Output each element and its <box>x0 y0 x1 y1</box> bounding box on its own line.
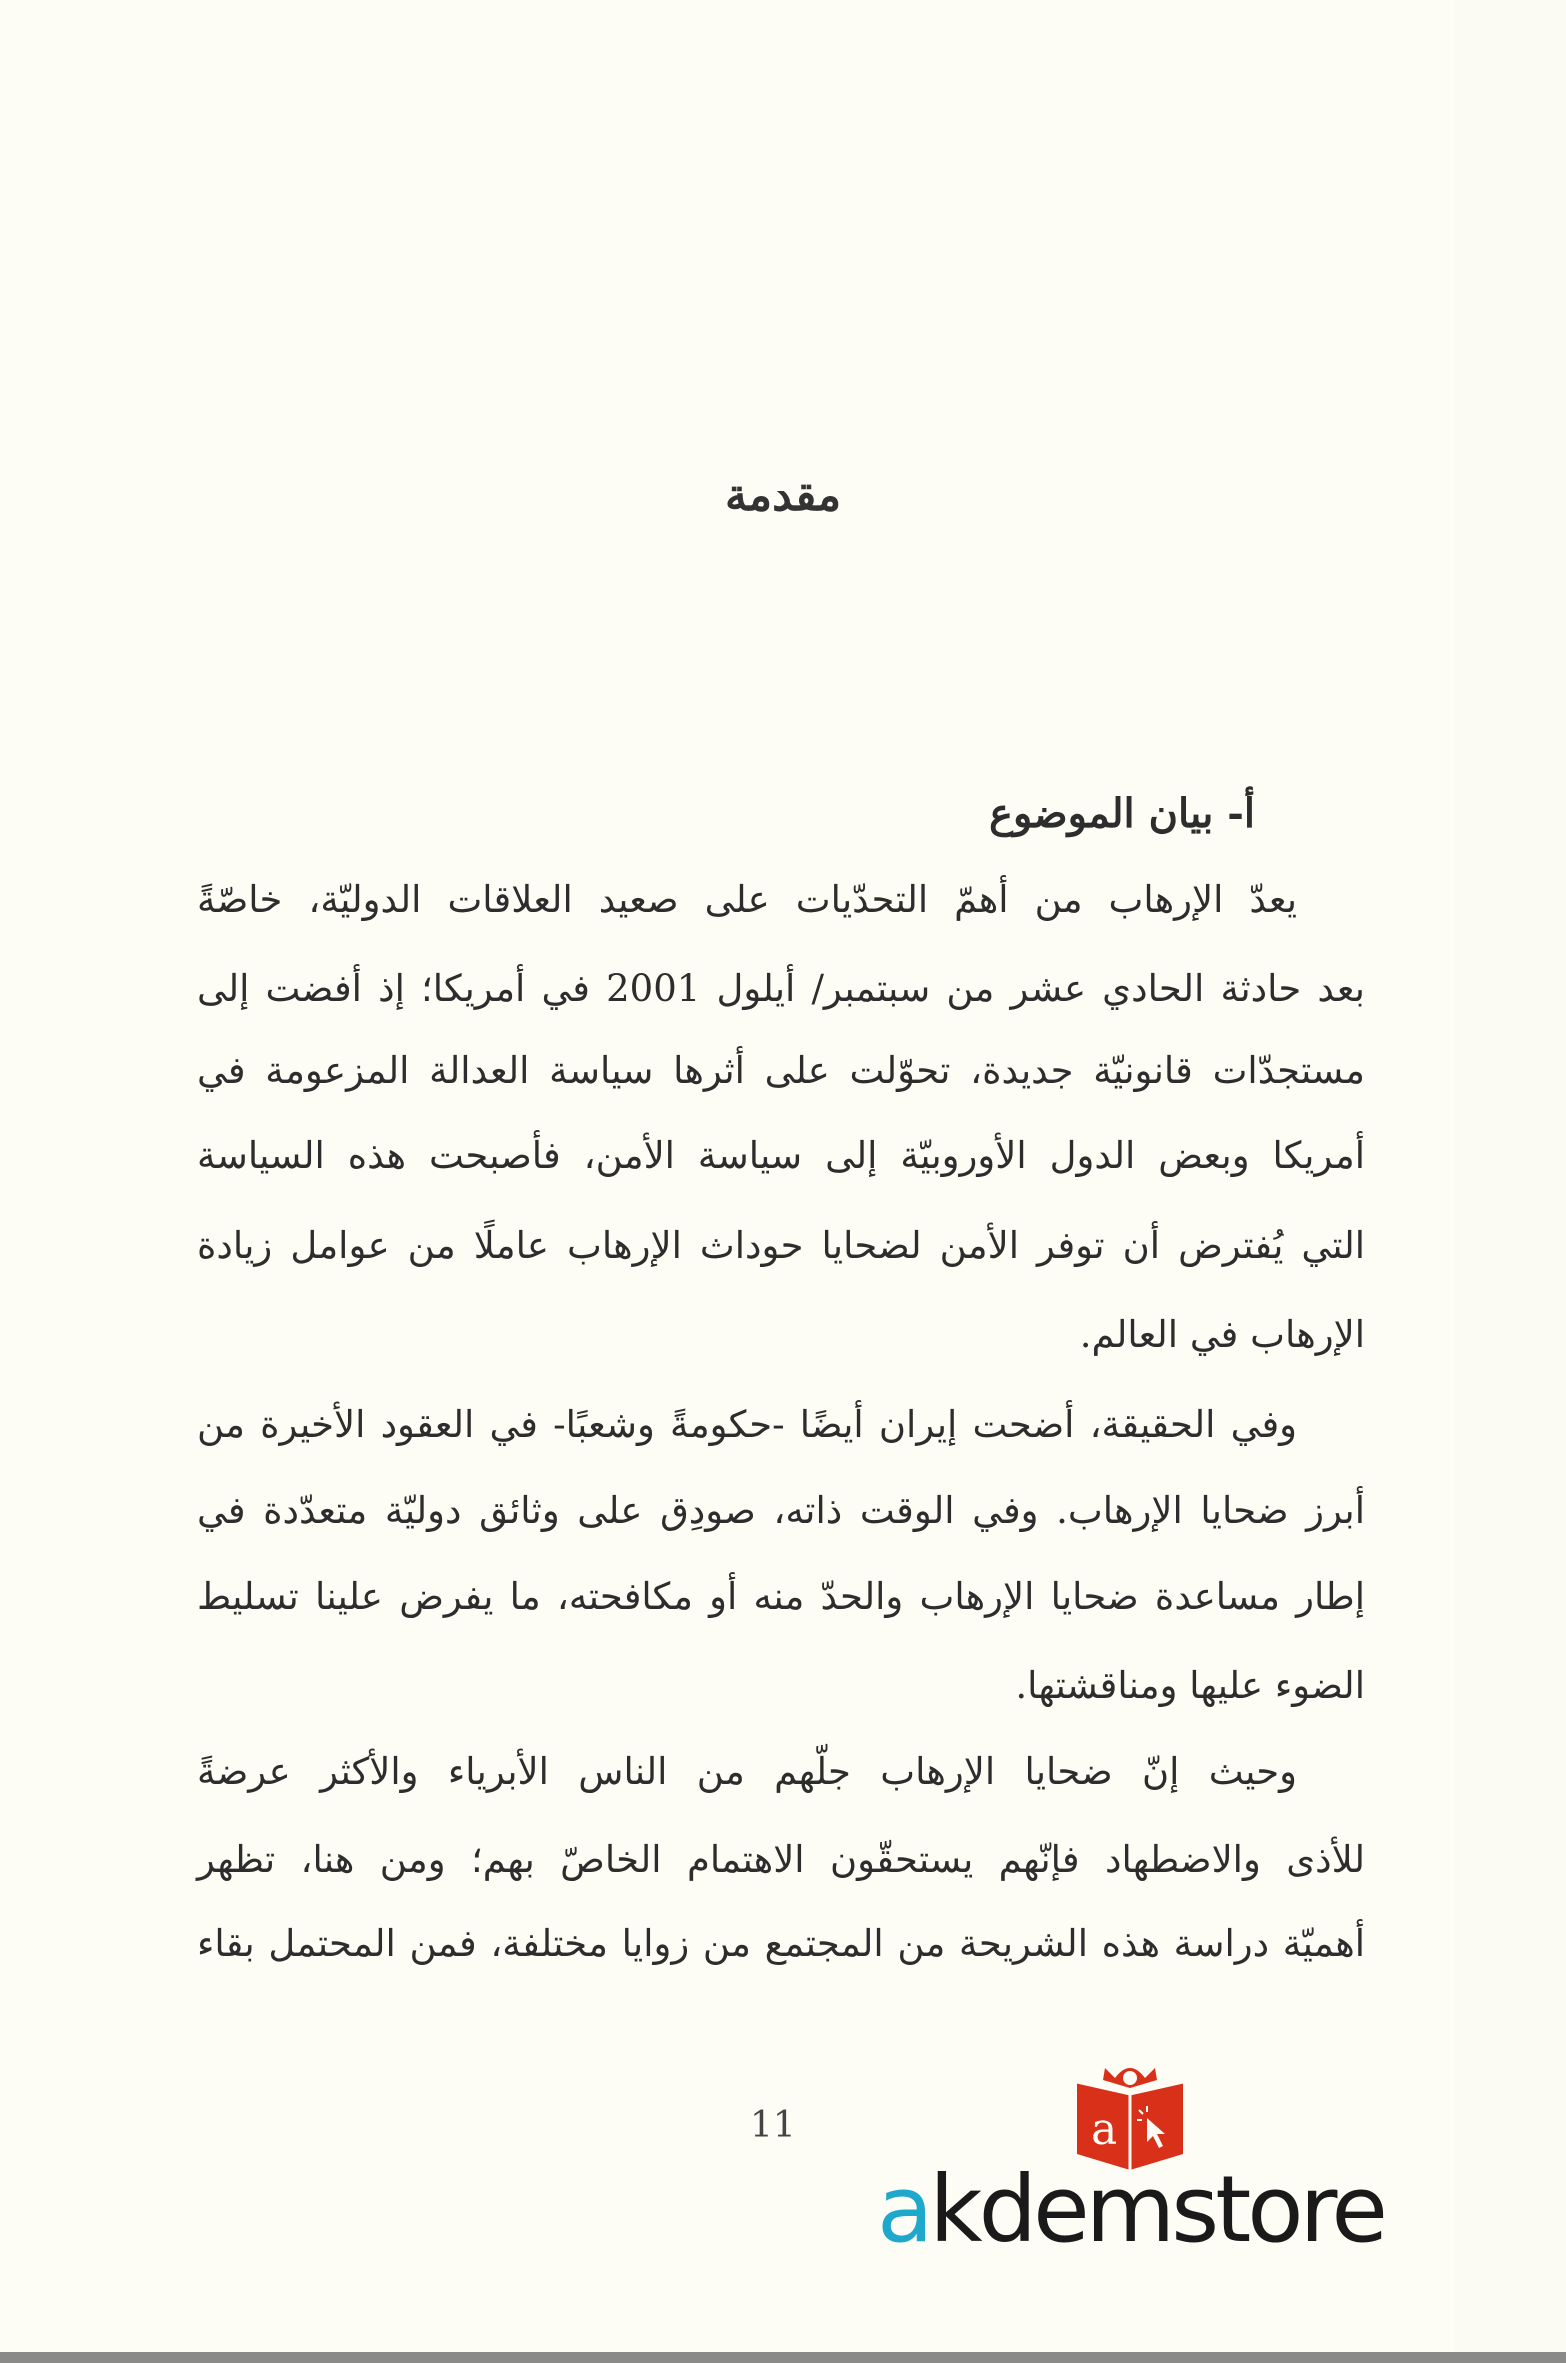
text-line: إطار مساعدة ضحايا الإرهاب والحدّ منه أو مكافحته، ما يفرض علينا تسليط <box>197 1575 1365 1618</box>
text-line: وحيث إنّ ضحايا الإرهاب جلّهم من الناس الأبرياء والأكثر عرضةً <box>197 1750 1297 1793</box>
text-line: للأذى والاضطهاد فإنّهم يستحقّون الاهتمام الخاصّ بهم؛ ومن هنا، تظهر <box>197 1838 1365 1881</box>
text-line: يعدّ الإرهاب من أهمّ التحدّيات على صعيد العلاقات الدوليّة، خاصّةً <box>197 878 1297 921</box>
section-heading: أ- بيان الموضوع <box>989 790 1255 837</box>
text-line: الإرهاب في العالم. <box>1079 1313 1365 1356</box>
text-line: أبرز ضحايا الإرهاب. وفي الوقت ذاته، صودِق على وثائق دوليّة متعدّدة في <box>197 1489 1365 1532</box>
scan-edge <box>0 2352 1566 2363</box>
text-line: أهميّة دراسة هذه الشريحة من المجتمع من زوايا مختلفة، فمن المحتمل بقاء <box>197 1922 1365 1965</box>
svg-text:a: a <box>1091 2104 1118 2155</box>
text-line: أمريكا وبعض الدول الأوروبيّة إلى سياسة الأمن، فأصبحت هذه السياسة <box>197 1134 1365 1177</box>
text-line: مستجدّات قانونيّة جديدة، تحوّلت على أثرها سياسة العدالة المزعومة في <box>197 1049 1365 1092</box>
text-line: التي يُفترض أن توفر الأمن لضحايا حوداث الإرهاب عاملًا من عوامل زيادة <box>197 1224 1365 1267</box>
brand-logo-rest: kdemstore <box>929 2156 1384 2263</box>
text-line: بعد حادثة الحادي عشر من سبتمبر/ أيلول 2001 في أمريكا؛ إذ أفضت إلى <box>197 967 1365 1010</box>
text-line: وفي الحقيقة، أضحت إيران أيضًا -حكومةً وشعبًا- في العقود الأخيرة من <box>197 1403 1297 1446</box>
page-title: مقدمة <box>724 470 842 521</box>
page-number: 11 <box>750 2105 796 2146</box>
brand-logo-accent: a <box>877 2156 930 2263</box>
book-logo-icon <box>1075 2058 1185 2170</box>
brand-logo <box>877 2156 1384 2263</box>
text-line: الضوء عليها ومناقشتها. <box>1015 1664 1365 1707</box>
